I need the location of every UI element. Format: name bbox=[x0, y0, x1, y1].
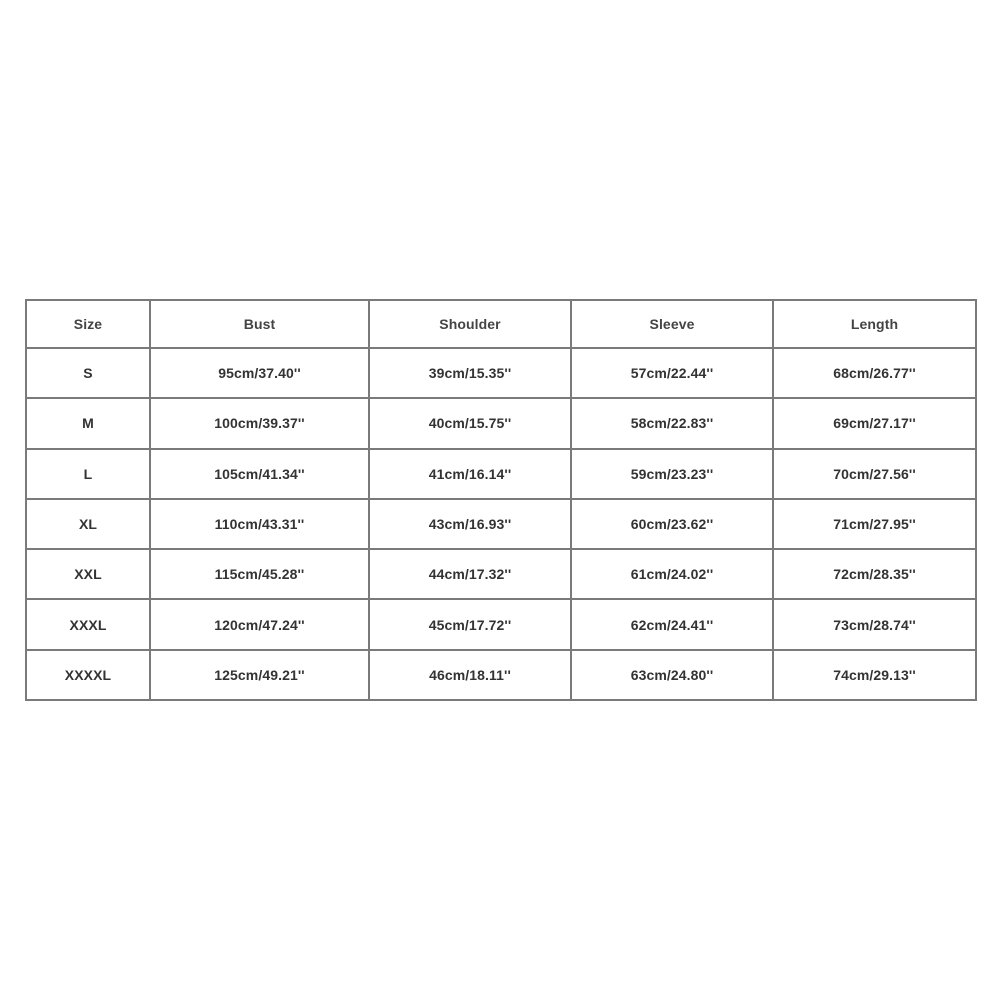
column-header-length: Length bbox=[773, 300, 976, 348]
sleeve-cell: 61cm/24.02'' bbox=[571, 549, 773, 599]
shoulder-cell: 46cm/18.11'' bbox=[369, 650, 571, 700]
bust-cell: 95cm/37.40'' bbox=[150, 348, 369, 398]
bust-cell: 120cm/47.24'' bbox=[150, 599, 369, 649]
table-row bbox=[26, 398, 976, 448]
column-header-size: Size bbox=[26, 300, 150, 348]
column-header-shoulder: Shoulder bbox=[369, 300, 571, 348]
table-row bbox=[26, 449, 976, 499]
bust-cell: 115cm/45.28'' bbox=[150, 549, 369, 599]
sleeve-cell: 59cm/23.23'' bbox=[571, 449, 773, 499]
shoulder-cell: 40cm/15.75'' bbox=[369, 398, 571, 448]
size-cell: XXXXL bbox=[26, 650, 150, 700]
shoulder-cell: 41cm/16.14'' bbox=[369, 449, 571, 499]
bust-cell: 105cm/41.34'' bbox=[150, 449, 369, 499]
sleeve-cell: 62cm/24.41'' bbox=[571, 599, 773, 649]
length-cell: 70cm/27.56'' bbox=[773, 449, 976, 499]
table-row bbox=[26, 549, 976, 599]
size-cell: XXL bbox=[26, 549, 150, 599]
sleeve-cell: 60cm/23.62'' bbox=[571, 499, 773, 549]
table-header-row bbox=[26, 300, 976, 348]
shoulder-cell: 39cm/15.35'' bbox=[369, 348, 571, 398]
shoulder-cell: 43cm/16.93'' bbox=[369, 499, 571, 549]
length-cell: 73cm/28.74'' bbox=[773, 599, 976, 649]
sleeve-cell: 63cm/24.80'' bbox=[571, 650, 773, 700]
shoulder-cell: 44cm/17.32'' bbox=[369, 549, 571, 599]
size-cell: M bbox=[26, 398, 150, 448]
bust-cell: 125cm/49.21'' bbox=[150, 650, 369, 700]
length-cell: 68cm/26.77'' bbox=[773, 348, 976, 398]
column-header-bust: Bust bbox=[150, 300, 369, 348]
size-chart-table bbox=[25, 299, 977, 701]
bust-cell: 100cm/39.37'' bbox=[150, 398, 369, 448]
table-row bbox=[26, 599, 976, 649]
column-header-sleeve: Sleeve bbox=[571, 300, 773, 348]
size-cell: L bbox=[26, 449, 150, 499]
length-cell: 74cm/29.13'' bbox=[773, 650, 976, 700]
shoulder-cell: 45cm/17.72'' bbox=[369, 599, 571, 649]
table-row bbox=[26, 348, 976, 398]
length-cell: 72cm/28.35'' bbox=[773, 549, 976, 599]
length-cell: 69cm/27.17'' bbox=[773, 398, 976, 448]
table-row bbox=[26, 650, 976, 700]
length-cell: 71cm/27.95'' bbox=[773, 499, 976, 549]
sleeve-cell: 57cm/22.44'' bbox=[571, 348, 773, 398]
bust-cell: 110cm/43.31'' bbox=[150, 499, 369, 549]
size-cell: XXXL bbox=[26, 599, 150, 649]
table-row bbox=[26, 499, 976, 549]
size-cell: XL bbox=[26, 499, 150, 549]
size-cell: S bbox=[26, 348, 150, 398]
sleeve-cell: 58cm/22.83'' bbox=[571, 398, 773, 448]
